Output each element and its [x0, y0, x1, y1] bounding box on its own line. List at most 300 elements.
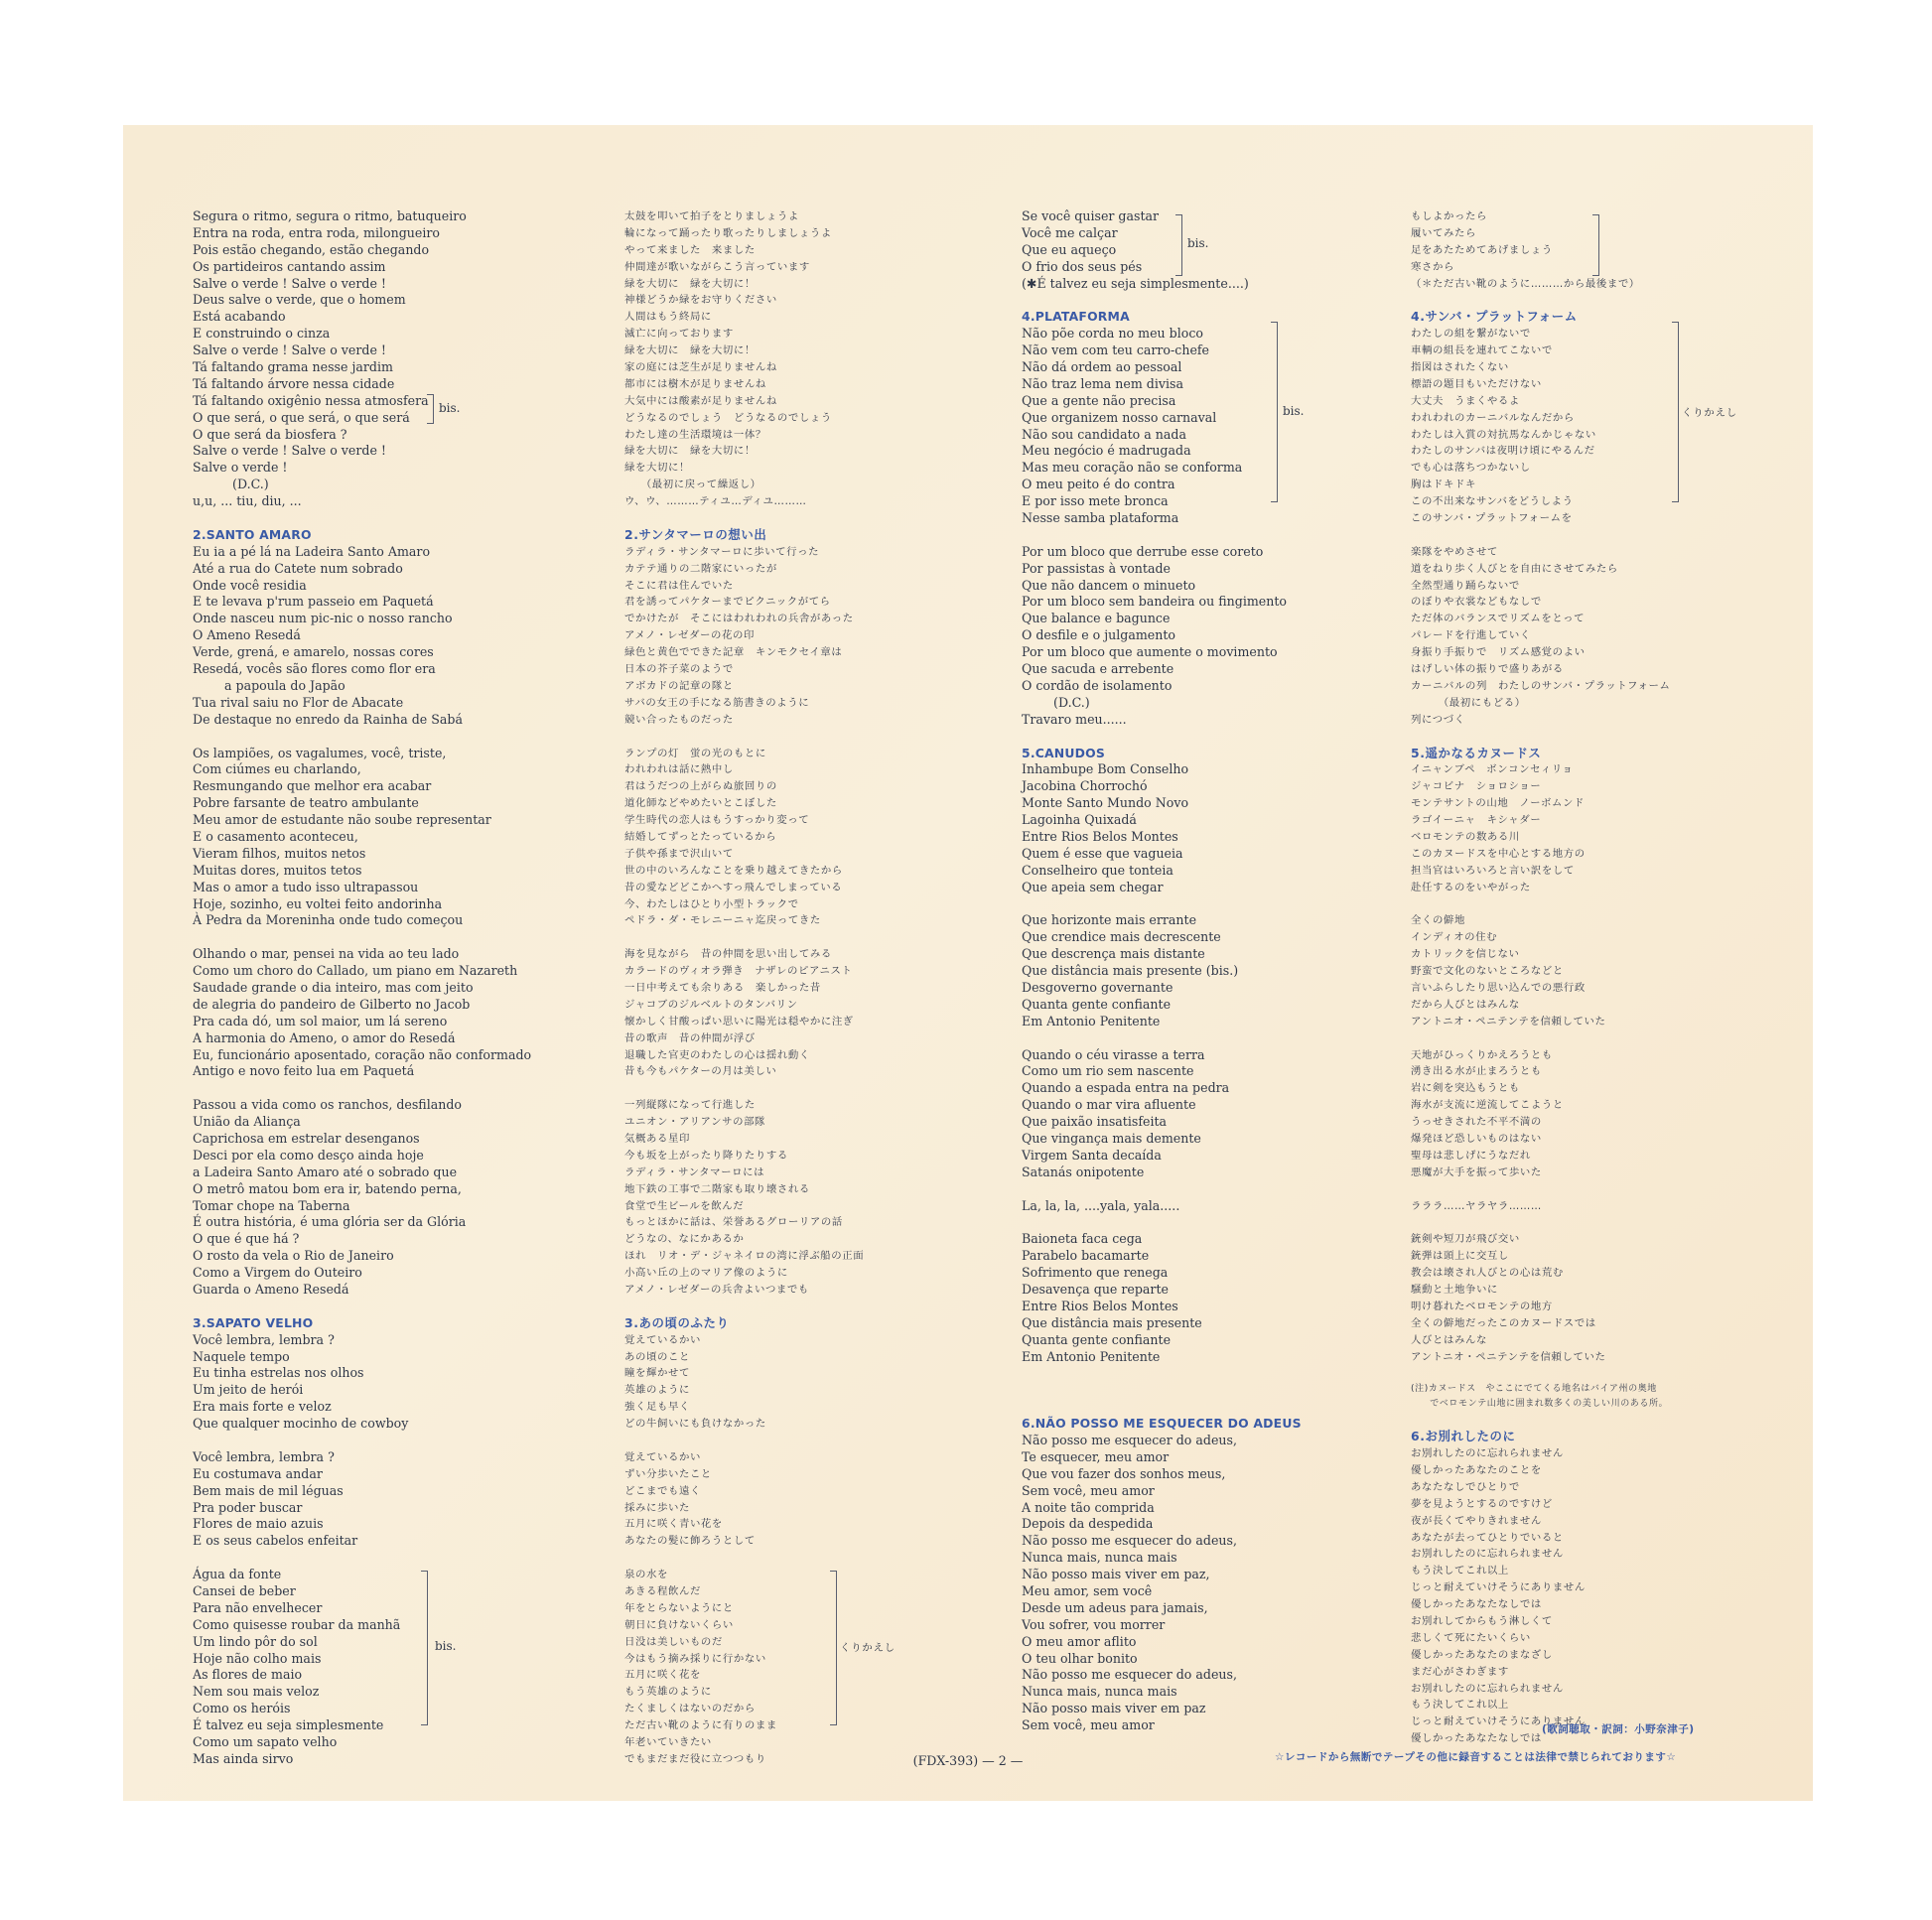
lyric-line: Tua rival saiu no Flor de Abacate	[193, 694, 404, 710]
lyric-line: あの頃のこと	[624, 1350, 690, 1363]
stanza-gap	[193, 1299, 629, 1315]
lyric-line: Como quisesse roubar da manhã	[193, 1616, 401, 1632]
lyric-line: Que distância mais presente	[1022, 1314, 1202, 1330]
lyric-line: O meu peito é do contra	[1022, 477, 1175, 492]
bis-label: bis.	[1187, 236, 1209, 250]
lyric-line: E te levava p'rum passeio em Paquetá	[193, 594, 434, 610]
lyric-line: 優しかったあなたなしでは	[1411, 1598, 1542, 1611]
lyric-line: Inhambupe Bom Conselho	[1022, 761, 1189, 777]
lyric-line: Sofrimento que renega	[1022, 1265, 1169, 1281]
lyric-line: ジャコビナ ショロショー	[1411, 780, 1542, 793]
lyric-line: 道化師などやめたいとこぼした	[624, 797, 777, 810]
lyric-line: Vieram filhos, muitos netos	[193, 845, 366, 861]
repeat-label: くりかえし	[1682, 407, 1737, 419]
lyric-line: (注)カヌードス やここにでてくる地名はバイア州の奥地	[1411, 1384, 1657, 1395]
lyric-line: 身振り手振りで リズム感覚のよい	[1411, 646, 1586, 659]
lyric-line: 海水が支流に逆流してこようと	[1411, 1099, 1564, 1112]
stanza-gap	[193, 929, 629, 946]
lyric-line: 年をとらないようにと	[624, 1601, 734, 1614]
lyric-line: Parabelo bacamarte	[1022, 1248, 1150, 1264]
stanza-gap	[193, 1080, 629, 1097]
lyric-line: パレードを行進していく	[1411, 629, 1531, 642]
lyric-line: Quanta gente confiante	[1022, 996, 1172, 1012]
lyric-line: Que sacuda e arrebente	[1022, 661, 1174, 677]
lyric-line: イニャンブペ ボンコンセィリョ	[1411, 763, 1574, 776]
stanza-gap	[193, 729, 629, 746]
lyric-line: Não põe corda no meu bloco	[1022, 326, 1203, 342]
lyric-line: このカヌードスを中心とする地方の	[1411, 847, 1586, 860]
lyric-line: でかけたが そこにはわれわれの兵舎があった	[624, 613, 854, 625]
bis-label: bis.	[1283, 404, 1305, 418]
stanza-gap	[1022, 1030, 1399, 1047]
lyric-line: Eu tinha estrelas nos olhos	[193, 1365, 364, 1381]
lyric-line: 一列縦隊になって行進した	[624, 1099, 756, 1112]
lyric-line: Onde você residia	[193, 577, 307, 593]
lyric-line: 今はもう摘み採りに行かない	[624, 1652, 766, 1665]
stanza-gap	[624, 729, 982, 746]
lyric-line: われわれは話に熱中し	[624, 763, 734, 776]
lyric-line: 足をあたためてあげましょう	[1411, 243, 1553, 256]
lyric-line: 担当官はいろいろと言い訳をして	[1411, 864, 1575, 877]
lyric-line: 都市には樹木が足りませんね	[624, 377, 766, 390]
lyric-line: 爆発ほど恐しいものはない	[1411, 1132, 1542, 1145]
stanza-gap	[1411, 527, 1798, 544]
lyric-line: 太鼓を叩いて拍子をとりましょうよ	[624, 210, 799, 222]
lyric-line: たくましくはないのだから	[624, 1703, 756, 1715]
lyric-line: ずい分歩いたこと	[624, 1467, 712, 1480]
lyric-line: Que vou fazer dos sonhos meus,	[1022, 1465, 1226, 1481]
lyric-line: O cordão de isolamento	[1022, 677, 1173, 693]
lyric-line: (✱É talvez eu seja simplesmente....)	[1022, 275, 1249, 291]
lyric-line: 大丈夫 うまくやるよ	[1411, 394, 1520, 407]
lyric-line: Tá faltando grama nesse jardim	[193, 359, 393, 375]
lyric-line: どうなの、なにかあるか	[624, 1233, 745, 1246]
lyric-line: お別れしたのに忘れられません	[1411, 1447, 1564, 1460]
lyric-line: そこに君は住んでいた	[624, 579, 734, 592]
lyric-line: お別れしたのに忘れられません	[1411, 1682, 1564, 1695]
lyric-line: だから人びとはみんな	[1411, 998, 1520, 1011]
lyric-line: Em Antonio Penitente	[1022, 1013, 1161, 1029]
lyric-line: 昔の愛などどこかへすっ飛んでしまっている	[624, 881, 843, 893]
lyric-line: Não traz lema nem divisa	[1022, 375, 1183, 391]
lyric-line: Quem é esse que vagueia	[1022, 845, 1183, 861]
lyric-line: Hoje não colho mais	[193, 1650, 322, 1666]
stanza-gap	[1022, 527, 1399, 544]
lyric-line: 退職した官吏のわたしの心は揺れ動く	[624, 1048, 810, 1061]
song-title: 6.NÃO POSSO ME ESQUECER DO ADEUS	[1022, 1416, 1302, 1432]
bracket-bis-3	[1175, 214, 1182, 276]
lyric-line: 道をねり歩く人びとを自由にさせてみたら	[1411, 562, 1618, 575]
lyric-line: Até a rua do Catete num sobrado	[193, 560, 403, 576]
lyric-line: 夢を見ようとするのですけど	[1411, 1497, 1553, 1510]
lyric-line: わたしのサンバは夜明け頃にやるんだ	[1411, 445, 1595, 458]
lyric-line: Pra cada dó, um sol maior, um lá sereno	[193, 1013, 448, 1029]
lyric-line: Que crendice mais decrescente	[1022, 929, 1221, 945]
lyric-line: O que é que há ?	[193, 1231, 300, 1247]
stanza-gap	[1022, 896, 1399, 913]
lyric-line: Como a Virgem do Outeiro	[193, 1265, 362, 1281]
lyric-line: Mas ainda sirvo	[193, 1750, 294, 1766]
lyric-line: Verde, grená, e amarelo, nossas cores	[193, 644, 434, 660]
lyric-line: アントニオ・ペニテンテを信頼していた	[1411, 1350, 1606, 1363]
lyric-line: (D.C.)	[1022, 694, 1090, 710]
lyric-line: 優しかったあなたなしでは	[1411, 1732, 1542, 1745]
lyric-line: 五月に咲く青い花を	[624, 1518, 723, 1531]
lyric-line: Que apeia sem chegar	[1022, 879, 1164, 894]
lyric-line: 懐かしく甘酸っぱい思いに陽光は穏やかに注ぎ	[624, 1015, 854, 1028]
lyric-line: 輪になって踊ったり歌ったりしましょうよ	[624, 226, 832, 239]
lyric-line: Onde nasceu num pic-nic o nosso rancho	[193, 611, 453, 626]
song-title: 4.PLATAFORMA	[1022, 309, 1130, 325]
lyric-line: まだ心がさわぎます	[1411, 1665, 1509, 1678]
lyric-line: Um jeito de herói	[193, 1382, 304, 1398]
lyric-line: 君はうだつの上がらぬ旅回りの	[624, 780, 777, 793]
lyric-line: このサンバ・プラットフォームを	[1411, 512, 1573, 525]
lyric-line: Hoje, sozinho, eu voltei feito andorinha	[193, 895, 443, 911]
lyric-line: É outra história, é uma glória ser da Glória	[193, 1214, 467, 1230]
lyric-line: 泉の水を	[624, 1569, 668, 1581]
lyric-line: Sem você, meu amor	[1022, 1482, 1155, 1498]
lyric-line: 天地がひっくりかえろうとも	[1411, 1048, 1553, 1061]
lyric-line: インディオの住む	[1411, 931, 1498, 944]
lyric-line: 教会は壊され人びとの心は荒む	[1411, 1267, 1564, 1280]
lyric-line: Conselheiro que tonteia	[1022, 862, 1173, 878]
lyric-line: A harmonia do Ameno, o amor do Resedá	[193, 1029, 456, 1045]
lyric-line: Como os heróis	[193, 1701, 291, 1716]
lyric-line: 結婚してずっとたっているから	[624, 830, 777, 843]
lyric-line: うっせきされた不平不満の	[1411, 1116, 1542, 1129]
lyric-line: Que qualquer mocinho de cowboy	[193, 1416, 409, 1432]
lyric-line: Desavença que reparte	[1022, 1282, 1169, 1297]
lyric-line: でもまだまだ役に立つつもり	[624, 1752, 766, 1765]
lyric-line: Não posso mais viver em paz	[1022, 1701, 1206, 1716]
bracket-bis-2	[421, 1571, 428, 1725]
lyric-line: じっと耐えていけそうにありません	[1411, 1581, 1586, 1594]
lyric-line: O meu amor aflito	[1022, 1633, 1137, 1649]
stanza-gap	[1411, 292, 1798, 309]
stanza-gap	[193, 1433, 629, 1449]
lyric-line: アントニオ・ペニテンテを信頼していた	[1411, 1015, 1606, 1028]
lyric-line: Está acabando	[193, 309, 286, 325]
stanza-gap	[624, 510, 982, 527]
lyric-line: Não vem com teu carro-chefe	[1022, 343, 1210, 358]
lyric-line: Olhando o mar, pensei na vida ao teu lado	[193, 946, 460, 962]
lyric-line: Salve o verde ! Salve o verde !	[193, 343, 386, 358]
lyric-line: O frio dos seus pés	[1022, 258, 1143, 274]
lyric-line: 子供や孫まで沢山いて	[624, 847, 734, 860]
lyric-line: Com ciúmes eu charlando,	[193, 761, 361, 777]
lyric-line: Meu negócio é madrugada	[1022, 443, 1191, 459]
lyric-line: Que não dancem o minueto	[1022, 577, 1196, 593]
lyric-line: Não posso me esquecer do adeus,	[1022, 1667, 1237, 1683]
lyric-line: アボカドの記章の隊と	[624, 679, 734, 692]
catalog-footer: (FDX-393) — 2 —	[912, 1753, 1024, 1768]
bracket-repeat-3	[1672, 322, 1679, 502]
lyric-line: 悲しくて死にたいくらい	[1411, 1631, 1531, 1644]
lyric-line: Entre Rios Belos Montes	[1022, 1298, 1178, 1313]
lyric-line: Que organizem nosso carnaval	[1022, 409, 1217, 425]
lyric-line: ラゴイーニャ キシャダー	[1411, 814, 1542, 827]
lyric-line: Que descrença mais distante	[1022, 946, 1205, 962]
lyric-line: 緑を大切に 緑を大切に！	[624, 445, 756, 458]
lyric-line: Desci por ela como desço ainda hoje	[193, 1147, 424, 1163]
lyric-line: Não dá ordem ao pessoal	[1022, 359, 1182, 375]
song-title: 3.あの頃のふたり	[624, 1314, 730, 1330]
lyric-line: 標語の題目もいただけない	[1411, 377, 1542, 390]
lyric-line: あなたの髪に飾ろうとして	[624, 1535, 756, 1548]
lyric-line: Resmungando que melhor era acabar	[193, 778, 432, 794]
lyric-line: もう決してこれ以上	[1411, 1565, 1509, 1577]
lyric-line: 昔の歌声 昔の仲間が浮び	[624, 1031, 756, 1044]
lyric-line: Que a gente não precisa	[1022, 392, 1176, 408]
lyric-line: われわれのカーニバルなんだから	[1411, 411, 1575, 424]
lyric-line: 岩に剣を突込もうとも	[1411, 1082, 1520, 1095]
stanza-gap	[1411, 1214, 1798, 1231]
bis-label: bis.	[439, 401, 461, 415]
lyric-line: Por passistas à vontade	[1022, 560, 1171, 576]
lyric-line: Nesse samba plataforma	[1022, 510, 1179, 526]
lyric-line: ただ体のバランスでリズムをとって	[1411, 613, 1586, 625]
lyric-line: Satanás onipotente	[1022, 1164, 1145, 1179]
lyric-line: E os seus cabelos enfeitar	[193, 1533, 358, 1549]
lyric-line: じっと耐えていけそうにありません	[1411, 1715, 1586, 1728]
lyric-line: Resedá, vocês são flores como flor era	[193, 661, 436, 677]
lyric-line: 全然型通り踊らないで	[1411, 579, 1520, 592]
lyric-line: Mas meu coração não se conforma	[1022, 460, 1243, 476]
lyric-line: 世の中のいろんなことを乗り越えてきたから	[624, 864, 843, 877]
lyric-line: E o casamento aconteceu,	[193, 828, 358, 844]
lyric-line: O desfile e o julgamento	[1022, 627, 1175, 643]
bracket-repeat-1	[830, 1571, 837, 1725]
lyric-line: O rosto da vela o Rio de Janeiro	[193, 1248, 394, 1264]
lyric-line: もう英雄のように	[624, 1686, 712, 1699]
lyric-line: Travaro meu......	[1022, 711, 1127, 727]
lyric-line: （最初にもどる）	[1411, 696, 1526, 709]
lyric-line: Nunca mais, nunca mais	[1022, 1550, 1177, 1566]
lyric-line: 昔も今もパケターの月は美しい	[624, 1065, 777, 1078]
lyric-line: O teu olhar bonito	[1022, 1650, 1138, 1666]
lyric-line: ベロモンテの数ある川	[1411, 830, 1520, 843]
song-title: 2.SANTO AMARO	[193, 526, 312, 542]
lyric-line: Eu ia a pé lá na Ladeira Santo Amaro	[193, 543, 431, 559]
lyric-line: カーニバルの列 わたしのサンバ・プラットフォーム	[1411, 679, 1671, 692]
lyric-line: Quanta gente confiante	[1022, 1331, 1172, 1347]
lyric-line: 君を誘ってパケターまでピクニックがてら	[624, 596, 831, 609]
lyric-line: でも心は落ちつかないし	[1411, 462, 1531, 475]
lyric-line: 銃弾は頭上に交互し	[1411, 1250, 1509, 1263]
lyric-line: 覚えているかい	[624, 1333, 701, 1346]
lyric-line: もっとほかに話は、栄誉あるグローリアの話	[624, 1216, 843, 1229]
lyric-line: 気概ある星印	[624, 1132, 690, 1145]
lyric-line: Jacobina Chorrochó	[1022, 778, 1148, 794]
lyric-line: Entra na roda, entra roda, milongueiro	[193, 224, 440, 240]
lyric-line: 一日中考えても余りある 楽しかった昔	[624, 981, 821, 994]
lyric-line: 五月に咲く花を	[624, 1669, 701, 1682]
lyric-line: 日没は美しいものだ	[624, 1635, 723, 1648]
lyric-line: Pra poder buscar	[193, 1499, 303, 1515]
stanza-gap	[624, 929, 982, 946]
lyric-line: Saudade grande o dia inteiro, mas com jeito	[193, 979, 474, 995]
song-title: 3.SAPATO VELHO	[193, 1314, 314, 1330]
lyric-line: Você lembra, lembra ?	[193, 1331, 335, 1347]
lyric-line: 覚えているかい	[624, 1450, 701, 1463]
lyric-line: a Ladeira Santo Amaro até o sobrado que	[193, 1164, 458, 1179]
lyric-line: Tomar chope na Taberna	[193, 1197, 350, 1213]
lyric-line: 聖母は悲しげにうなだれ	[1411, 1149, 1531, 1162]
lyric-line: Bem mais de mil léguas	[193, 1482, 344, 1498]
lyric-line: Por um bloco sem bandeira ou fingimento	[1022, 594, 1287, 610]
lyric-line: どうなるのでしょう どうなるのでしょう	[624, 411, 832, 424]
lyric-line: Segura o ritmo, segura o ritmo, batuqueiro	[193, 208, 467, 223]
stanza-gap	[1022, 1365, 1399, 1382]
lyric-line: 騒動と土地争いに	[1411, 1284, 1498, 1296]
lyric-line: ただ古い靴のように有りのまま	[624, 1719, 777, 1732]
lyric-line: Em Antonio Penitente	[1022, 1348, 1161, 1364]
lyric-line: União da Aliança	[193, 1114, 301, 1130]
stanza-gap	[624, 1299, 982, 1315]
lyric-line: O que será da biosfera ?	[193, 426, 347, 442]
lyric-line: La, la, la, ....yala, yala.....	[1022, 1197, 1180, 1213]
lyric-line: 胸はドキドキ	[1411, 479, 1476, 491]
lyric-line: Vou sofrer, vou morrer	[1022, 1616, 1166, 1632]
stanza-gap	[624, 1080, 982, 1097]
lyric-line: O metrô matou bom era ir, batendo perna,	[193, 1180, 462, 1196]
lyric-line: Pobre farsante de teatro ambulante	[193, 795, 419, 811]
lyric-line: 野蛮で文化のないところなどと	[1411, 965, 1564, 978]
bracket-bis-4	[1271, 322, 1278, 502]
song-title: 4.サンバ・プラットフォーム	[1411, 309, 1578, 325]
lyric-line: のぼりや衣裳などもなしで	[1411, 596, 1542, 609]
lyric-line: 優しかったあなたのことを	[1411, 1464, 1542, 1477]
stanza-gap	[624, 1550, 982, 1567]
lyric-line: （最初に戻って繰返し）	[624, 479, 761, 491]
lyric-line: あなたなしでひとりで	[1411, 1480, 1520, 1493]
lyric-line: Caprichosa em estrelar desenganos	[193, 1130, 420, 1146]
lyric-line: どこまでも遠く	[624, 1484, 701, 1497]
lyric-line: Salve o verde !	[193, 460, 288, 476]
lyric-line: Não sou candidato a nada	[1022, 426, 1186, 442]
lyric-line: 全くの僻地	[1411, 914, 1465, 927]
lyric-line: Você lembra, lembra ?	[193, 1448, 335, 1464]
lyric-line: （＊ただ古い靴のように………から最後まで）	[1411, 277, 1640, 290]
stanza-gap	[193, 1550, 629, 1567]
lyric-line: あきる程飲んだ	[624, 1585, 701, 1598]
lyric-line: ランプの灯 蛍の光のもとに	[624, 747, 766, 759]
lyric-line: 大気中には酸素が足りませんね	[624, 394, 777, 407]
lyric-line: 緑色と黄色でできた記章 キンモクセイ章は	[624, 646, 843, 659]
lyric-line: 銃剣や短刀が飛び交い	[1411, 1233, 1520, 1246]
lyric-line: はげしい体の振りで盛りあがる	[1411, 663, 1564, 676]
lyric-line: 今、わたしはひとり小型トラックで	[624, 897, 799, 910]
lyric-line: E por isso mete bronca	[1022, 493, 1169, 509]
lyric-line: 強く足も早く	[624, 1401, 690, 1414]
lyric-line: Os lampiões, os vagalumes, você, triste,	[193, 745, 447, 760]
column-japanese-1	[624, 208, 982, 1768]
lyric-line: 地下鉄の工事で二階家も取り壊される	[624, 1182, 810, 1195]
lyric-line: (D.C.)	[193, 477, 269, 492]
lyric-line: 指図はされたくない	[1411, 361, 1509, 374]
lyric-line: 湧き出る水が止まろうとも	[1411, 1065, 1542, 1078]
song-title: 5.CANUDOS	[1022, 745, 1105, 760]
lyric-line: Antigo e novo feito lua em Paquetá	[193, 1063, 415, 1079]
lyric-line: ペドラ・ダ・モレニーニャ迄戻ってきた	[624, 914, 821, 927]
song-title: 6.お別れしたのに	[1411, 1429, 1516, 1444]
stanza-gap	[1411, 729, 1798, 746]
lyric-line: Quando a espada entra na pedra	[1022, 1080, 1230, 1096]
lyric-line: 緑を大切に 緑を大切に！	[624, 344, 756, 357]
lyric-line: 全くの僻地だったこのカヌードスでは	[1411, 1316, 1596, 1329]
lyric-line: E construindo o cinza	[193, 326, 331, 342]
lyric-line: もしよかったら	[1411, 210, 1487, 222]
lyric-line: Monte Santo Mundo Novo	[1022, 795, 1189, 811]
lyric-line: À Pedra da Moreninha onde tudo começou	[193, 912, 464, 928]
lyric-line: Que balance e bagunce	[1022, 611, 1171, 626]
lyric-line: O Ameno Resedá	[193, 627, 301, 643]
lyric-line: Nunca mais, nunca mais	[1022, 1684, 1177, 1700]
lyric-line: Guarda o Ameno Resedá	[193, 1282, 349, 1297]
stanza-gap	[1022, 1382, 1399, 1399]
lyric-line: Tá faltando oxigênio nessa atmosfera	[193, 392, 429, 408]
column-portuguese-1	[193, 208, 629, 1768]
lyric-line: Que horizonte mais errante	[1022, 912, 1197, 928]
lyric-line: Que distância mais presente (bis.)	[1022, 963, 1239, 979]
lyric-line: カトリックを信じない	[1411, 948, 1520, 961]
lyric-line: サバの女王の手になる筋書きのように	[624, 696, 810, 709]
repeat-label: くりかえし	[840, 1642, 896, 1654]
lyric-line: ユニオン・アリアンサの部隊	[624, 1116, 766, 1129]
lyric-line: A noite tão comprida	[1022, 1499, 1155, 1515]
lyric-line: Como um choro do Callado, um piano em Nazareth	[193, 963, 518, 979]
lyric-line: 履いてみたら	[1411, 226, 1476, 239]
lyric-line: カラードのヴィオラ弾き ナザレのピアニスト	[624, 965, 853, 978]
lyric-line: 採みに歩いた	[624, 1501, 690, 1514]
stanza-gap	[1022, 292, 1399, 309]
lyric-line: あなたが去ってひとりでいると	[1411, 1531, 1564, 1544]
lyric-line: 夜が長くてやりきれません	[1411, 1514, 1542, 1527]
lyric-line: Muitas dores, muitos tetos	[193, 862, 362, 878]
lyric-line: わたしは入賞の対抗馬なんかじゃない	[1411, 428, 1596, 441]
lyric-line: 年老いていきたい	[624, 1736, 712, 1749]
lyric-line: Mas o amor a tudo isso ultrapassou	[193, 879, 419, 894]
lyric-line: O que será, o que será, o que será	[193, 409, 410, 425]
column-japanese-2	[1411, 208, 1798, 1747]
lyric-line: Deus salve o verde, que o homem	[193, 292, 406, 308]
lyric-line: a papoula do Japão	[193, 677, 345, 693]
lyric-line: やって来ました 来ました	[624, 243, 756, 256]
lyric-line: Cansei de beber	[193, 1583, 296, 1599]
lyric-line: Depois da despedida	[1022, 1516, 1154, 1532]
stanza-gap	[1022, 1214, 1399, 1231]
lyric-line: 人びとはみんな	[1411, 1333, 1487, 1346]
lyric-line: Sem você, meu amor	[1022, 1717, 1155, 1733]
stanza-gap	[1022, 1181, 1399, 1198]
lyric-line: Eu costumava andar	[193, 1465, 323, 1481]
lyric-line: わたし達の生活環境は一体？	[624, 428, 766, 441]
lyric-line: Que vingança mais demente	[1022, 1130, 1201, 1146]
lyric-line: 小高い丘の上のマリア像のように	[624, 1267, 788, 1280]
lyric-line: もう決してこれ以上	[1411, 1699, 1509, 1712]
lyric-line: Os partideiros cantando assim	[193, 258, 386, 274]
lyric-line: 仲間達が歌いながらこう言っています	[624, 260, 810, 273]
lyric-line: Flores de maio azuis	[193, 1516, 324, 1532]
lyric-line: 優しかったあなたのまなざし	[1411, 1648, 1553, 1661]
lyric-line: 朝日に負けないくらい	[624, 1618, 734, 1631]
copyright-notice: ☆レコードから無断でテープその他に録音することは法律で禁じられております☆	[1275, 1751, 1677, 1763]
lyric-line: Naquele tempo	[193, 1348, 290, 1364]
lyric-line: Que paixão insatisfeita	[1022, 1114, 1168, 1130]
lyric-line: u,u, ... tiu, diu, ...	[193, 493, 302, 509]
lyric-line: 神様どうか緑をお守りください	[624, 294, 777, 307]
